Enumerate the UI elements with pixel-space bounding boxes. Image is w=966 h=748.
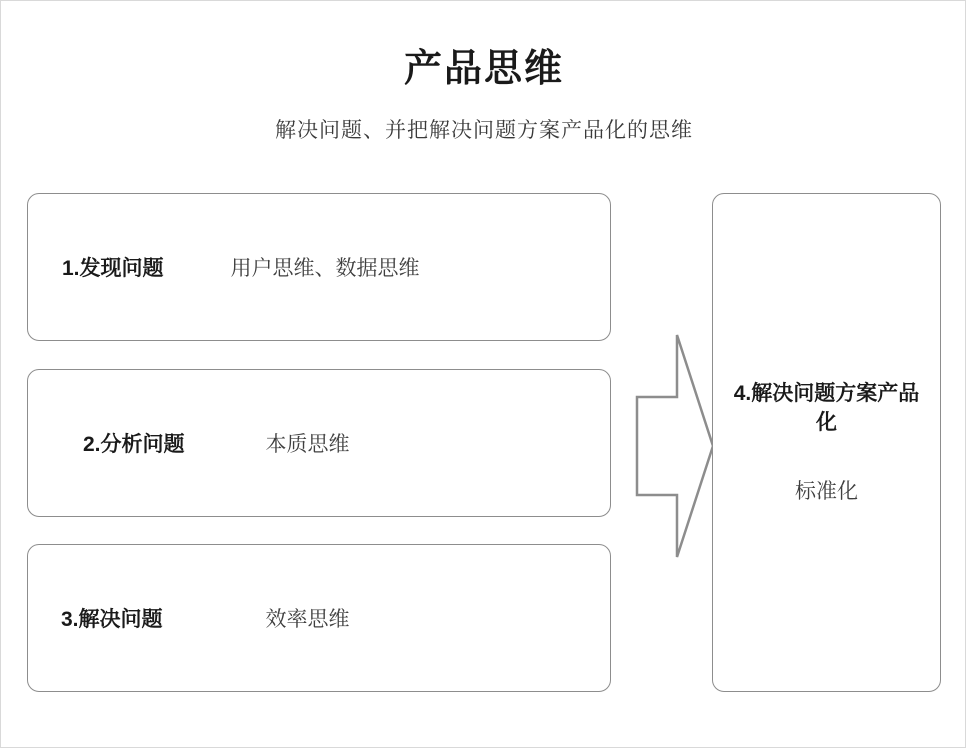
stage-card-1-desc: 用户思维、数据思维 [230,257,420,280]
stage-card-1-content [28,194,610,340]
stage-card-3-label: 3.解决问题 [61,608,163,631]
stage-card-3-content [28,545,610,691]
page-subtitle: 解决问题、并把解决问题方案产品化的思维 [275,119,693,142]
outcome-card-subtitle: 标准化 [795,479,858,503]
stage-card-1-label: 1.发现问题 [62,257,164,280]
outcome-card-title: 4.解决问题方案产品化 [733,382,920,434]
right-arrow-icon [633,331,717,561]
stage-card-3-desc: 效率思维 [265,608,350,631]
stage-card-2-label: 2.分析问题 [83,433,185,456]
stage-card-3[interactable] [27,544,611,692]
stage-card-1[interactable] [27,193,611,341]
outcome-card[interactable] [712,193,941,692]
stage-card-2-content [28,370,610,516]
stage-card-2[interactable] [27,369,611,517]
stage-card-2-desc: 本质思维 [265,433,350,456]
page-title: 产品思维 [403,48,564,90]
